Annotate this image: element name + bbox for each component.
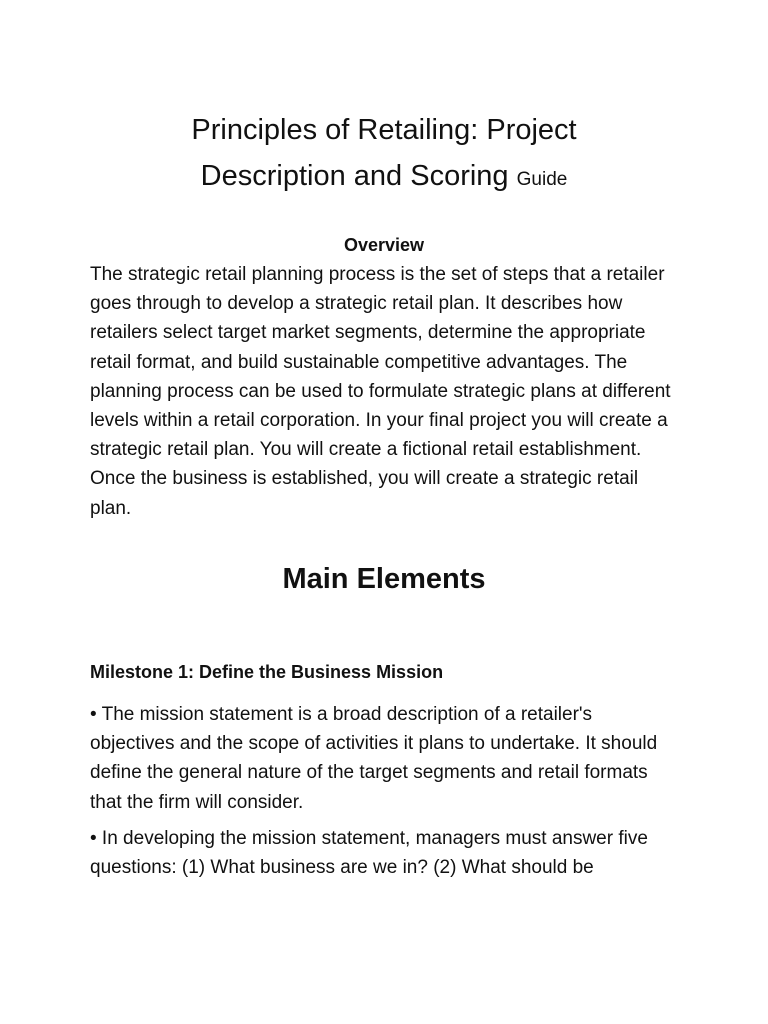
title-line-2-small-text: Guide [516, 169, 568, 190]
overview-paragraph: The strategic retail planning process is the set of steps that a retailer goes through to develop a strategic retail plan. It describes how retailers select target market segments, determine the appropriate retail format, and build sustainable competitive advantages. The planning process can be used to formulate strategic plans at different levels within a retail corporation. In your final project you will create a strategic retail plan. You will create a fictional retail establishment. Once the business is established, you will create a strategic retail plan. [90, 264, 671, 519]
milestone-1-heading: Milestone 1: Define the Business Mission [90, 662, 444, 682]
milestone-1-bullet-1: • The mission statement is a broad description of a retailer's objectives and the scope of activities it plans to undertake. It should define the general nature of the target segments and retail formats that the firm will consider. [90, 704, 658, 813]
title-line-1-text: Principles of Retailing: Project [191, 114, 577, 146]
document-title-line-1 [0, 108, 768, 152]
document-title-line-2 [0, 154, 768, 202]
main-elements-heading: Main Elements [282, 563, 486, 595]
title-line-2-main-text: Description and Scoring [200, 160, 509, 192]
overview-heading: Overview [343, 235, 425, 255]
milestone-1-bullet-2: • In developing the mission statement, managers must answer five questions: (1) What business are we in? (2) What should be [90, 828, 648, 879]
